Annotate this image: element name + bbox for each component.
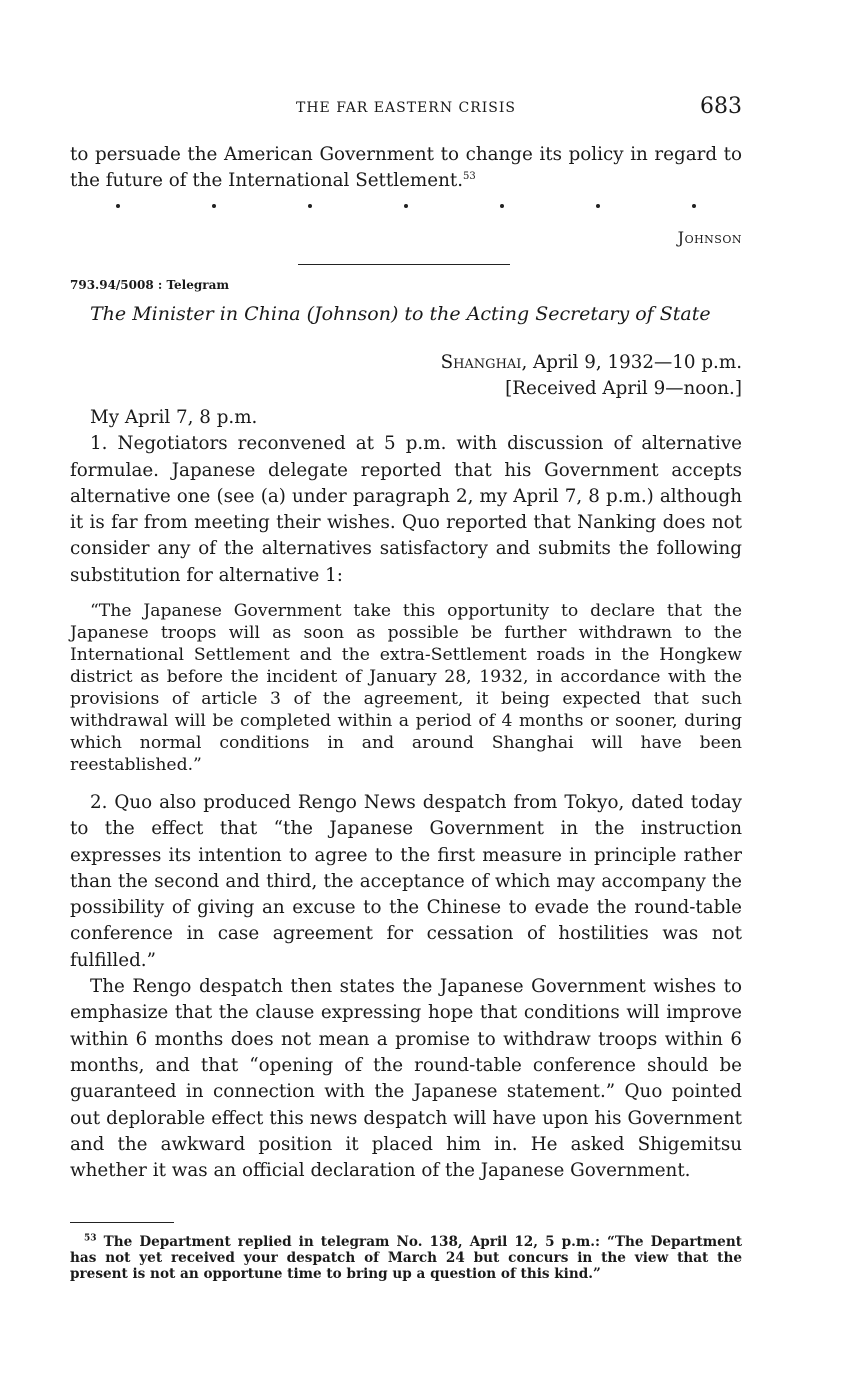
footnote-marker: 53: [84, 1233, 97, 1244]
omission-dot: [404, 204, 408, 208]
page-header: [70, 94, 742, 124]
dateline-place: Shanghai: [440, 352, 522, 373]
page-number: 683: [700, 94, 742, 119]
paragraph-2: 2. Quo also produced Rengo News despatch from Tokyo, dated today to the effect that “the Japanese Government in the instruction expresses its intention to agree to the first measure in principle rather than the second and third, the acceptance of which may accompany the possibility of giving an excuse to the Chinese to evade the round-table conference in case agreement for cessation of hostilities was not fulfilled.”: [70, 792, 742, 971]
omission-dot: [596, 204, 600, 208]
telegram-opening: [70, 405, 742, 589]
footnote-text: The Department replied in telegram No. 138, April 12, 5 p.m.: “The Department has not yet received your despatch of March 24 but concurs in the view that the present is not an opportune time to bring up a question of this kind.”: [70, 1234, 742, 1282]
continuation-text: to persuade the American Government to change its policy in regard to the future of the International Settlement.: [70, 144, 742, 192]
omission-dot: [308, 204, 312, 208]
omission-dot: [116, 204, 120, 208]
footnote-reference: 53: [463, 171, 476, 183]
received-line: [Received April 9—noon.]: [505, 378, 742, 399]
omission-dot: [500, 204, 504, 208]
paragraph-3: The Rengo despatch then states the Japanese Government wishes to emphasize that the clause expressing hope that conditions will improve within 6 months does not mean a promise to withdraw troops within 6 months, and that “opening of the round-table conference should be guaranteed in connection with the Japanese statement.” Quo pointed out deplorable effect this news despatch will have upon his Government and the awkward position it placed him in. He asked Shigemitsu whether it was an official declaration of the Japanese Government.: [70, 976, 742, 1182]
continuation-paragraph: [70, 142, 742, 195]
omission-dot: [692, 204, 696, 208]
paragraph-1: 1. Negotiators reconvened at 5 p.m. with discussion of alternative formulae. Japanese delegate reported that his Government accepts alternative one (see (a) under paragraph 2, my April 7, 8 p.m.) although it is far from meeting their wishes. Quo reported that Nanking does not consider any of the alternatives satisfactory and submits the following substitution for alternative 1:: [70, 433, 742, 586]
section-divider: [298, 264, 510, 265]
telegram-continuation: [70, 790, 742, 1184]
omission-dot: [212, 204, 216, 208]
running-head: THE FAR EASTERN CRISIS: [295, 100, 517, 116]
omission-dots: [70, 196, 742, 226]
quoted-substitution: “The Japanese Government take this opportunity to declare that the Japanese troops will as soon as possible be further withdrawn to the International Settlement and the extra-Settlement roads in the Hongkew district as before the incident of January 28, 1932, in accordance with the provisions of article 3 of the agreement, it being expected that such withdrawal will be completed within a period of 4 months or sooner, during which normal conditions in and around Shanghai will have been reestablished.”: [70, 601, 742, 775]
dateline: [441, 350, 742, 402]
footnote-divider: [70, 1222, 174, 1223]
dateline-date: , April 9, 1932—10 p.m.: [521, 352, 742, 373]
reference-line: My April 7, 8 p.m.: [90, 407, 258, 428]
document-title: The Minister in China (Johnson) to the Acting Secretary of State: [90, 303, 711, 325]
file-reference: 793.94/5008 : Telegram: [70, 278, 230, 292]
signer-name: Johnson: [677, 228, 742, 247]
footnote: [70, 1234, 742, 1282]
